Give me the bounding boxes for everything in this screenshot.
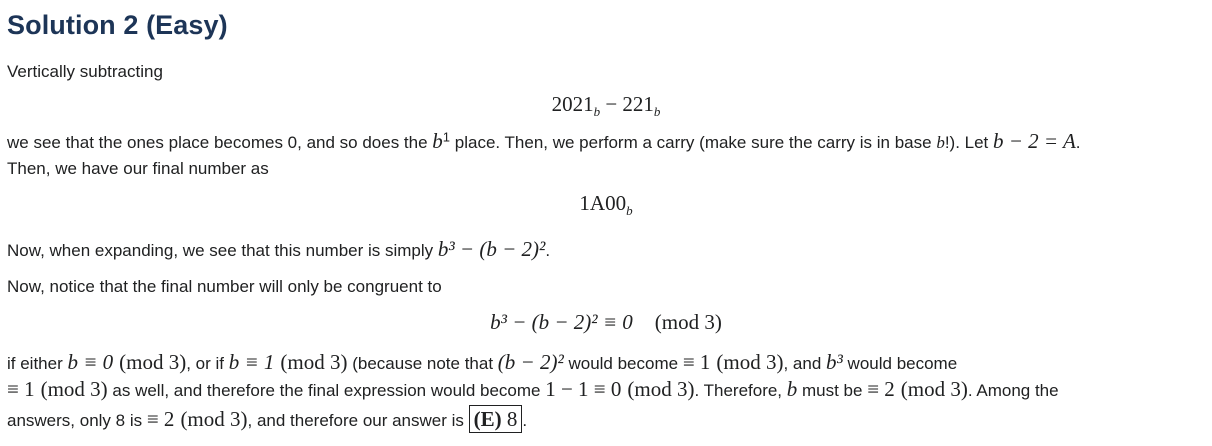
equation-b-minus-2: b − 2 = A <box>993 129 1076 153</box>
eq1-minus: − <box>600 92 623 116</box>
answer-box: (E) 8 <box>469 405 523 433</box>
paragraph-carry: we see that the ones place becomes 0, and so does the $b^1$ place. Then, we perform a carry (make sure the carry is in base b!). Let b − 2 = A. <box>7 129 1081 153</box>
paragraph-either: if either b ≡ 0 (mod 3), or if b ≡ 1 (mod 3) (because note that (b − 2)² would become ≡ 1 (mod 3), and b³ would become <box>7 350 958 374</box>
paragraph-expanding: Now, when expanding, we see that this number is simply b³ − (b − 2)². <box>7 237 551 261</box>
solution-heading: Solution 2 (Easy) <box>7 10 228 40</box>
equation-subtraction <box>7 92 1205 120</box>
equation-congruence: b³ − (b − 2)² ≡ 0 (mod 3) <box>490 310 722 334</box>
eq1-term-b: 221 <box>622 92 654 116</box>
eq1-term-a: 2021 <box>551 92 594 116</box>
expression-b3-minus: b³ − (b − 2)² <box>437 237 546 261</box>
paragraph-as-well: ≡ 1 (mod 3) as well, and therefore the final expression would become 1 − 1 ≡ 0 (mod 3). Therefore, b must be ≡ 2 (mod 3). Among the <box>7 377 1059 401</box>
eq1-base-b: b <box>653 104 661 120</box>
equation-final-number: $1A00_b$ <box>579 191 633 219</box>
paragraph-congruent: Now, notice that the final number will only be congruent to <box>7 277 442 296</box>
paragraph-vertically-subtracting: Vertically subtracting <box>7 62 163 81</box>
eq1-base-a: b <box>593 104 601 120</box>
paragraph-answer: answers, only 8 is ≡ 2 (mod 3), and therefore our answer is (E) 8 . <box>7 407 528 431</box>
paragraph-final-number: Then, we have our final number as <box>7 159 269 178</box>
